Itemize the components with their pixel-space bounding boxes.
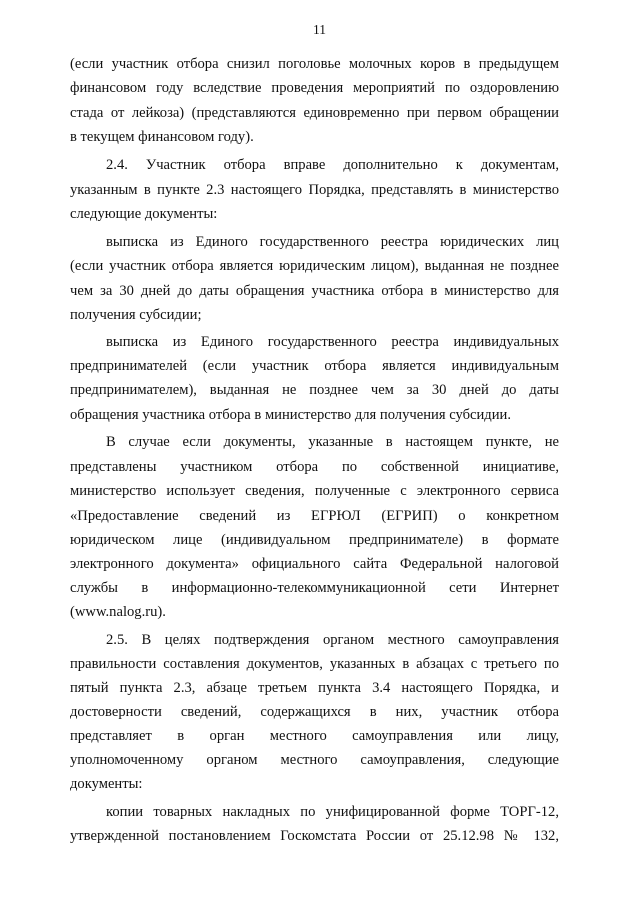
text-line: указанным в пункте 2.3 настоящего Порядка, представлять в министерство [70, 182, 559, 198]
text-line: выписка из Единого государственного реестра индивидуальных [106, 334, 559, 350]
text-line: службы в информационно-телекоммуникационной сети Интернет [70, 580, 559, 596]
text-line: в текущем финансовом году). [70, 129, 254, 145]
text-line: 2.4. Участник отбора вправе дополнительно к документам, [106, 157, 559, 173]
text-line: обращения участника отбора в министерство для получения субсидии. [70, 407, 511, 423]
text-line: представлены участником отбора по собственной инициативе, [70, 459, 559, 475]
text-line: электронного документа» официального сайта Федеральной налоговой [70, 556, 559, 572]
text-line: (если участник отбора снизил поголовье молочных коров в предыдущем [70, 56, 559, 72]
text-line: юридическом лице (индивидуальном предпринимателе) в формате [70, 532, 559, 548]
text-line: 2.5. В целях подтверждения органом местного самоуправления [106, 632, 559, 648]
text-line: следующие документы: [70, 206, 218, 222]
text-line: предпринимателей (если участник отбора является индивидуальным [70, 358, 559, 374]
text-line: министерство использует сведения, полученные с электронного сервиса [70, 483, 559, 499]
text-line: достоверности сведений, содержащихся в них, участник отбора [70, 704, 559, 720]
text-line: пятый пункта 2.3, абзаце третьем пункта 3.4 настоящего Порядка, и [70, 680, 559, 696]
text-line: представляет в орган местного самоуправления или лицу, [70, 728, 559, 744]
text-line: выписка из Единого государственного реестра юридических лиц [106, 234, 559, 250]
page-number: 11 [313, 22, 326, 37]
text-line: В случае если документы, указанные в настоящем пункте, не [106, 434, 559, 450]
text-line: правильности составления документов, указанных в абзацах с третьего по [70, 656, 559, 672]
text-line: предпринимателем), выданная не позднее чем за 30 дней до даты [70, 382, 559, 398]
text-line: (если участник отбора является юридическим лицом), выданная не позднее [70, 258, 559, 274]
text-line: чем за 30 дней до даты обращения участника отбора в министерство для [70, 283, 559, 299]
text-line: утвержденной постановлением Госкомстата России от 25.12.98 № 132, [70, 828, 559, 844]
text-line: копии товарных накладных по унифицированной форме ТОРГ-12, [106, 804, 559, 820]
text-line: стада от лейкоза) (представляются единовременно при первом обращении [70, 105, 559, 121]
text-line: документы: [70, 776, 143, 792]
text-line: (www.nalog.ru). [70, 604, 166, 620]
text-line: уполномоченному органом местного самоуправления, следующие [70, 752, 559, 768]
text-line: получения субсидии; [70, 307, 202, 323]
text-line: «Предоставление сведений из ЕГРЮЛ (ЕГРИП) о конкретном [70, 508, 559, 524]
text-line: финансовом году вследствие проведения мероприятий по оздоровлению [70, 80, 559, 96]
